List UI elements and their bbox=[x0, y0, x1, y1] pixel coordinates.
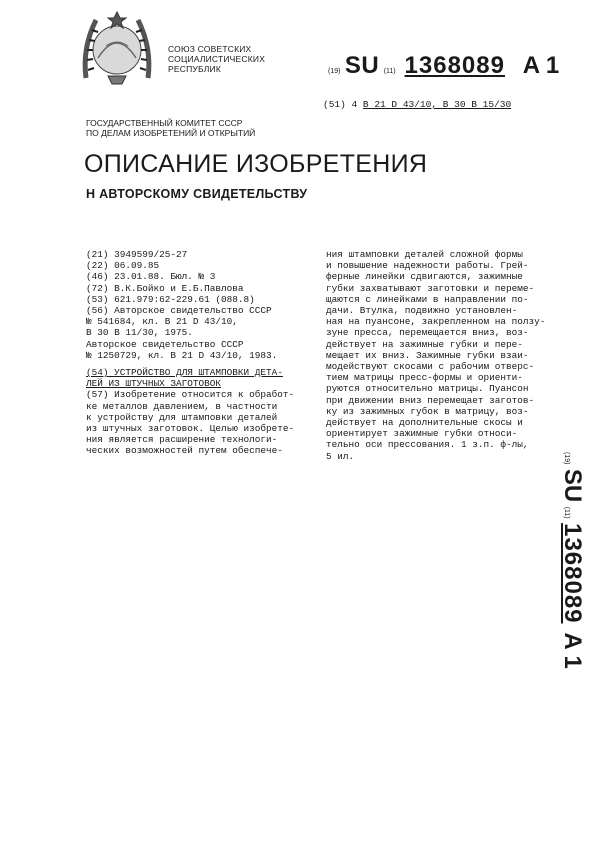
biblio-line: (72) В.К.Бойко и Е.Б.Павлова bbox=[86, 282, 244, 294]
side-number: 1368089 bbox=[559, 523, 586, 624]
biblio-line: Авторское свидетельство СССР bbox=[86, 338, 244, 350]
country-line: РЕСПУБЛИК bbox=[168, 64, 222, 74]
abstract-line: зуне пресса, перемещается вниз, воз- bbox=[326, 327, 529, 339]
side-country: SU bbox=[559, 468, 586, 503]
abstract-line: тием матрицы пресс-формы и ориенти- bbox=[326, 372, 523, 384]
abstract-line: губки захватывают заготовки и переме- bbox=[326, 282, 535, 294]
country-name bbox=[168, 44, 265, 74]
abstract-line: ния штамповки деталей сложной формы bbox=[326, 249, 523, 260]
committee-line: ГОСУДАРСТВЕННЫЙ КОМИТЕТ СССР bbox=[86, 118, 243, 128]
abstract-line: дачи. Втулка, подвижно установлен- bbox=[326, 305, 518, 317]
abstract-column bbox=[326, 249, 554, 462]
ipc-classification bbox=[323, 99, 511, 110]
publication-number bbox=[328, 52, 559, 80]
abstract-line: щаются с линейками в направлении по- bbox=[326, 293, 529, 305]
abstract-line: ориентирует зажимные губки относи- bbox=[326, 428, 518, 440]
biblio-line: (53) 621.979:62-229.61 (088.8) bbox=[86, 293, 255, 305]
abstract-line: из штучных заготовок. Целью изобрете- bbox=[86, 423, 295, 435]
invention-title-line: (54) УСТРОЙСТВО ДЛЯ ШТАМПОВКИ ДЕТА- bbox=[86, 367, 283, 379]
side-publication-stamp bbox=[550, 452, 590, 692]
biblio-line: (46) 23.01.88. Бюл. № 3 bbox=[86, 271, 216, 283]
abstract-line: ческих возможностей путем обеспече- bbox=[86, 445, 283, 457]
ipc-classes: B 21 D 43/10, B 30 B 15/30 bbox=[362, 99, 512, 110]
abstract-line: и повышение надежности работы. Грей- bbox=[326, 260, 529, 272]
biblio-line: (56) Авторское свидетельство СССР bbox=[86, 305, 272, 317]
invention-title-line: ЛЕЙ ИЗ ШТУЧНЫХ ЗАГОТОВОК bbox=[86, 378, 222, 390]
ipc-code: (51) 4 bbox=[323, 99, 358, 110]
country-code: SU bbox=[344, 52, 380, 79]
abstract-line: действует на дополнительные скосы и bbox=[326, 417, 523, 429]
biblio-line: (22) 06.09.85 bbox=[86, 260, 160, 272]
abstract-line: мещает их вниз. Зажимные губки взаи- bbox=[326, 349, 529, 361]
abstract-line: к устройству для штамповки деталей bbox=[86, 411, 278, 423]
biblio-line: № 541684, кл. B 21 D 43/10, bbox=[86, 316, 238, 328]
abstract-line: ная на пуансоне, закрепленном на ползу- bbox=[326, 316, 546, 328]
code-19: (19) bbox=[328, 68, 341, 75]
abstract-line: ферные линейки сдвигаются, зажимные bbox=[326, 271, 523, 283]
country-line: СОЦИАЛИСТИЧЕСКИХ bbox=[168, 54, 266, 64]
page-subtitle: Н АВТОРСКОМУ СВИДЕТЕЛЬСТВУ bbox=[86, 187, 308, 201]
document-number: 1368089 bbox=[404, 52, 505, 79]
committee-name bbox=[86, 118, 255, 138]
kind-code: A 1 bbox=[522, 52, 560, 79]
committee-line: ПО ДЕЛАМ ИЗОБРЕТЕНИЙ И ОТКРЫТИЙ bbox=[86, 128, 256, 138]
abstract-line: 5 ил. bbox=[326, 450, 355, 462]
abstract-line: при движении вниз перемещает заготов- bbox=[326, 394, 535, 406]
biblio-line: № 1250729, кл. B 21 D 43/10, 1983. bbox=[86, 349, 278, 361]
abstract-line: модействуют скосами с рабочим отверс- bbox=[326, 361, 535, 373]
biblio-line: B 30 B 11/30, 1975. bbox=[86, 327, 193, 339]
country-line: СОЮЗ СОВЕТСКИХ bbox=[168, 44, 252, 54]
abstract-line: (57) Изобретение относится к обработ- bbox=[86, 389, 295, 401]
code-11: (11) bbox=[383, 68, 396, 75]
biblio-line: (21) 3949599/25-27 bbox=[86, 249, 188, 260]
abstract-line: ния является расширение технологи- bbox=[86, 434, 278, 446]
side-kind: A 1 bbox=[559, 632, 586, 669]
abstract-line: ке металлов давлением, в частности bbox=[86, 400, 278, 412]
page-title: ОПИСАНИЕ ИЗОБРЕТЕНИЯ bbox=[84, 150, 428, 178]
abstract-line: руются относительно матрицы. Пуансон bbox=[326, 383, 529, 395]
side-code-19: (19) bbox=[563, 452, 570, 465]
abstract-line: тельно оси прессования. 1 з.п. ф-лы, bbox=[326, 439, 529, 451]
side-code-11: (11) bbox=[563, 506, 570, 519]
bibliography-column bbox=[86, 249, 314, 457]
ussr-emblem bbox=[78, 8, 156, 92]
abstract-line: действует на зажимные губки и пере- bbox=[326, 338, 523, 350]
abstract-line: ку из зажимных губок в матрицу, воз- bbox=[326, 405, 529, 417]
